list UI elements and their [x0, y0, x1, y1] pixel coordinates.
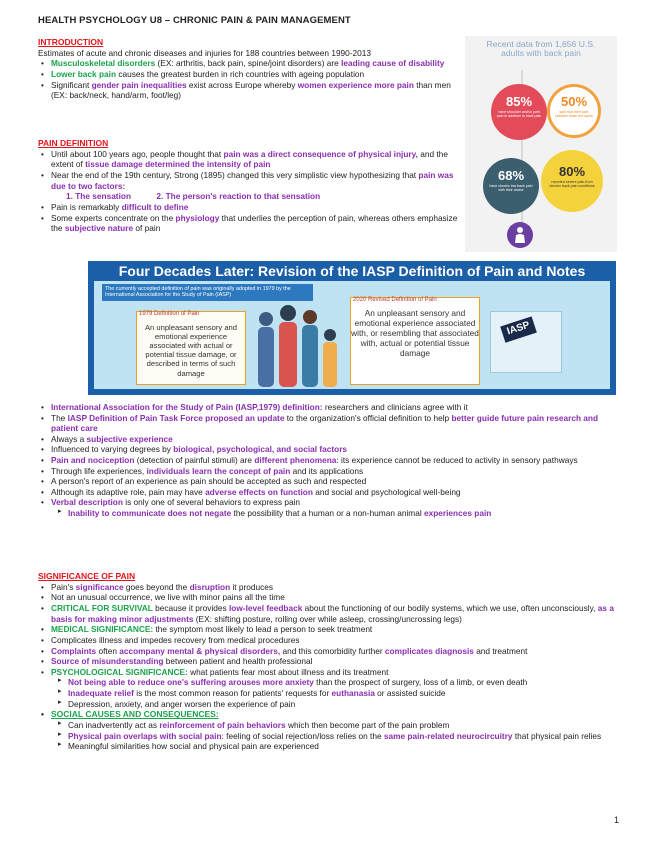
infographic-title: Recent data from 1,656 U.S. adults with back pain: [486, 39, 596, 59]
document-title: HEALTH PSYCHOLOGY U8 – CHRONIC PAIN & PAIN MANAGEMENT: [38, 15, 351, 26]
banner-title: Four Decades Later: Revision of the IASP Definition of Pain and Notes: [118, 263, 586, 279]
definition-card-1979: [136, 311, 246, 385]
list-item: • Near the end of the 19th century, Strong (1895) changed this very simplistic view hypothesizing that pain was due to two factors:: [38, 170, 466, 191]
list-item: ▸ Inability to communicate does not negate the possibility that a human or a non-human animal experiences pain: [38, 508, 618, 519]
list-item: • Always a subjective experience: [38, 434, 618, 445]
significance-section: [38, 571, 618, 752]
list-item: • Influenced to varying degrees by biological, psychological, and social factors: [38, 444, 618, 455]
person-icon: [507, 222, 533, 248]
list-item: • The IASP Definition of Pain Task Force proposed an update to the organization's official definition to help better guide future pain research and patient care: [38, 413, 618, 434]
list-item: ▸ Depression, anxiety, and anger worsen the experience of pain: [38, 699, 618, 710]
banner-panel: [94, 281, 610, 389]
list-item: ▸ Can inadvertently act as reinforcement of pain behaviors which then become part of the pain problem: [38, 720, 618, 731]
list-item: • Complicates illness and impedes recovery from medical procedures: [38, 635, 618, 646]
list-item: • Although its adaptive role, pain may have adverse effects on function and social and psychological well-being: [38, 487, 618, 498]
person-back-icon: [507, 222, 533, 248]
family-illustration-icon: [248, 299, 348, 389]
iasp-notes-section: [38, 402, 618, 519]
numbered-factors: 1. The sensation 2. The person's reaction to that sensation: [66, 191, 321, 202]
list-item: • Complaints often accompany mental & physical disorders, and this comorbidity further complicates diagnosis and treatment: [38, 646, 618, 657]
list-item: • International Association for the Study of Pain (IASP,1979) definition: researchers and clinicians agree with it: [38, 402, 618, 413]
list-item: • Lower back pain causes the greatest burden in rich countries with ageing population: [38, 69, 458, 80]
list-item: • A person's report of an experience as pain should be accepted as such and respected: [38, 476, 618, 487]
list-item: • Verbal description is only one of several behaviors to express pain: [38, 497, 618, 508]
banner-intro: The currently accepted definition of pain was originally adopted in 1979 by the International Association for the Study of Pain (IASP): [102, 284, 313, 301]
iasp-definition-banner: [88, 261, 616, 395]
pain-definition-section: [38, 138, 466, 234]
stat-circle-85: 85% have shoulder and/or joint pain in addition to back pain: [491, 84, 547, 140]
list-item: • Pain's significance goes beyond the disruption it produces: [38, 582, 618, 593]
social-list: [38, 720, 618, 752]
back-pain-infographic: [465, 36, 617, 252]
significance-list: [38, 582, 618, 709]
list-item: • Source of misunderstanding between patient and health professional: [38, 656, 618, 667]
list-item: • Not an unusual occurrence, we live with minor pains all the time: [38, 592, 618, 603]
card-text-1979: An unpleasant sensory and emotional experience associated with actual or potential tissue damage, or described in terms of such damage: [144, 323, 238, 378]
stat-circle-80: 80% reported severe pain from chronic back pain conditions: [541, 150, 603, 212]
stat-circle-68: 68% have chronic low back pain with their doctor: [483, 158, 539, 214]
pain-definition-list: [38, 149, 466, 191]
list-item: • Significant gender pain inequalities exist across Europe whereby women experience more pain than men (EX: back/neck, hand/arm, foot/leg): [38, 80, 458, 101]
list-item: • MEDICAL SIGNIFICANCE: the symptom most likely to lead a person to seek treatment: [38, 624, 618, 635]
introduction-list: [38, 58, 458, 100]
iasp-logo: IASP: [500, 316, 537, 342]
list-item: • Through life experiences, individuals learn the concept of pain and its applications: [38, 466, 618, 477]
list-item: • PSYCHOLOGICAL SIGNIFICANCE: what patients fear most about illness and its treatment: [38, 667, 618, 678]
list-item: ▸ Meaningful similarities how social and physical pain are experienced: [38, 741, 618, 752]
list-item: ▸ Physical pain overlaps with social pain: feeling of social rejection/loss relies on the same pain-related neurocircuitry that physical pain relies: [38, 731, 618, 742]
social-heading: • SOCIAL CAUSES AND CONSEQUENCES:: [41, 709, 219, 720]
card-label-1979: 1979 Definition of Pain: [139, 311, 200, 317]
pain-definition-heading: PAIN DEFINITION: [38, 138, 109, 148]
significance-heading: SIGNIFICANCE OF PAIN: [38, 571, 136, 581]
list-item: • Some experts concentrate on the physiology that underlies the perception of pain, whereas others emphasize the subjective nature of pain: [38, 213, 466, 234]
list-item: • CRITICAL FOR SURVIVAL because it provides low-level feedback about the functioning of our bodily systems, which we use, often unconsciously, as a basis for making minor adjustments (EX: shifting posture, rolling over while asleep, crossing/uncrossing legs): [38, 603, 618, 624]
introduction-heading: INTRODUCTION: [38, 37, 104, 47]
list-item: • Pain and nociception (detection of painful stimuli) are different phenomena: its experience cannot be reduced to activity in sensory pathways: [38, 455, 618, 466]
iasp-notes-list: [38, 402, 618, 519]
introduction-section: [38, 37, 458, 101]
list-item: ▸ Not being able to reduce one's suffering arouses more anxiety than the prospect of surgery, loss of a limb, or even death: [38, 677, 618, 688]
list-item: • Musculoskeletal disorders (EX: arthritis, back pain, spine/joint disorders) are leading cause of disability: [38, 58, 458, 69]
introduction-lead: Estimates of acute and chronic diseases and injuries for 188 countries between 1990-2013: [38, 47, 372, 58]
list-item: • Pain is remarkably difficult to define: [38, 202, 466, 213]
card-label-2020: 2020 Revised Definition of Pain: [353, 297, 437, 303]
stat-circle-50: 50% said that their pain radiates down the spine: [547, 84, 601, 138]
list-item: ▸ Inadequate relief is the most common reason for patients' requests for euthanasia or assisted suicide: [38, 688, 618, 699]
card-text-2020: An unpleasant sensory and emotional experience associated with, or resembling that associated with, actual or potential tissue damage: [351, 308, 479, 358]
page-number: 1: [613, 815, 619, 825]
list-item: • Until about 100 years ago, people thought that pain was a direct consequence of physical injury, and the extent of tissue damage determined the intensity of pain: [38, 149, 466, 170]
definition-card-2020: [350, 297, 480, 385]
